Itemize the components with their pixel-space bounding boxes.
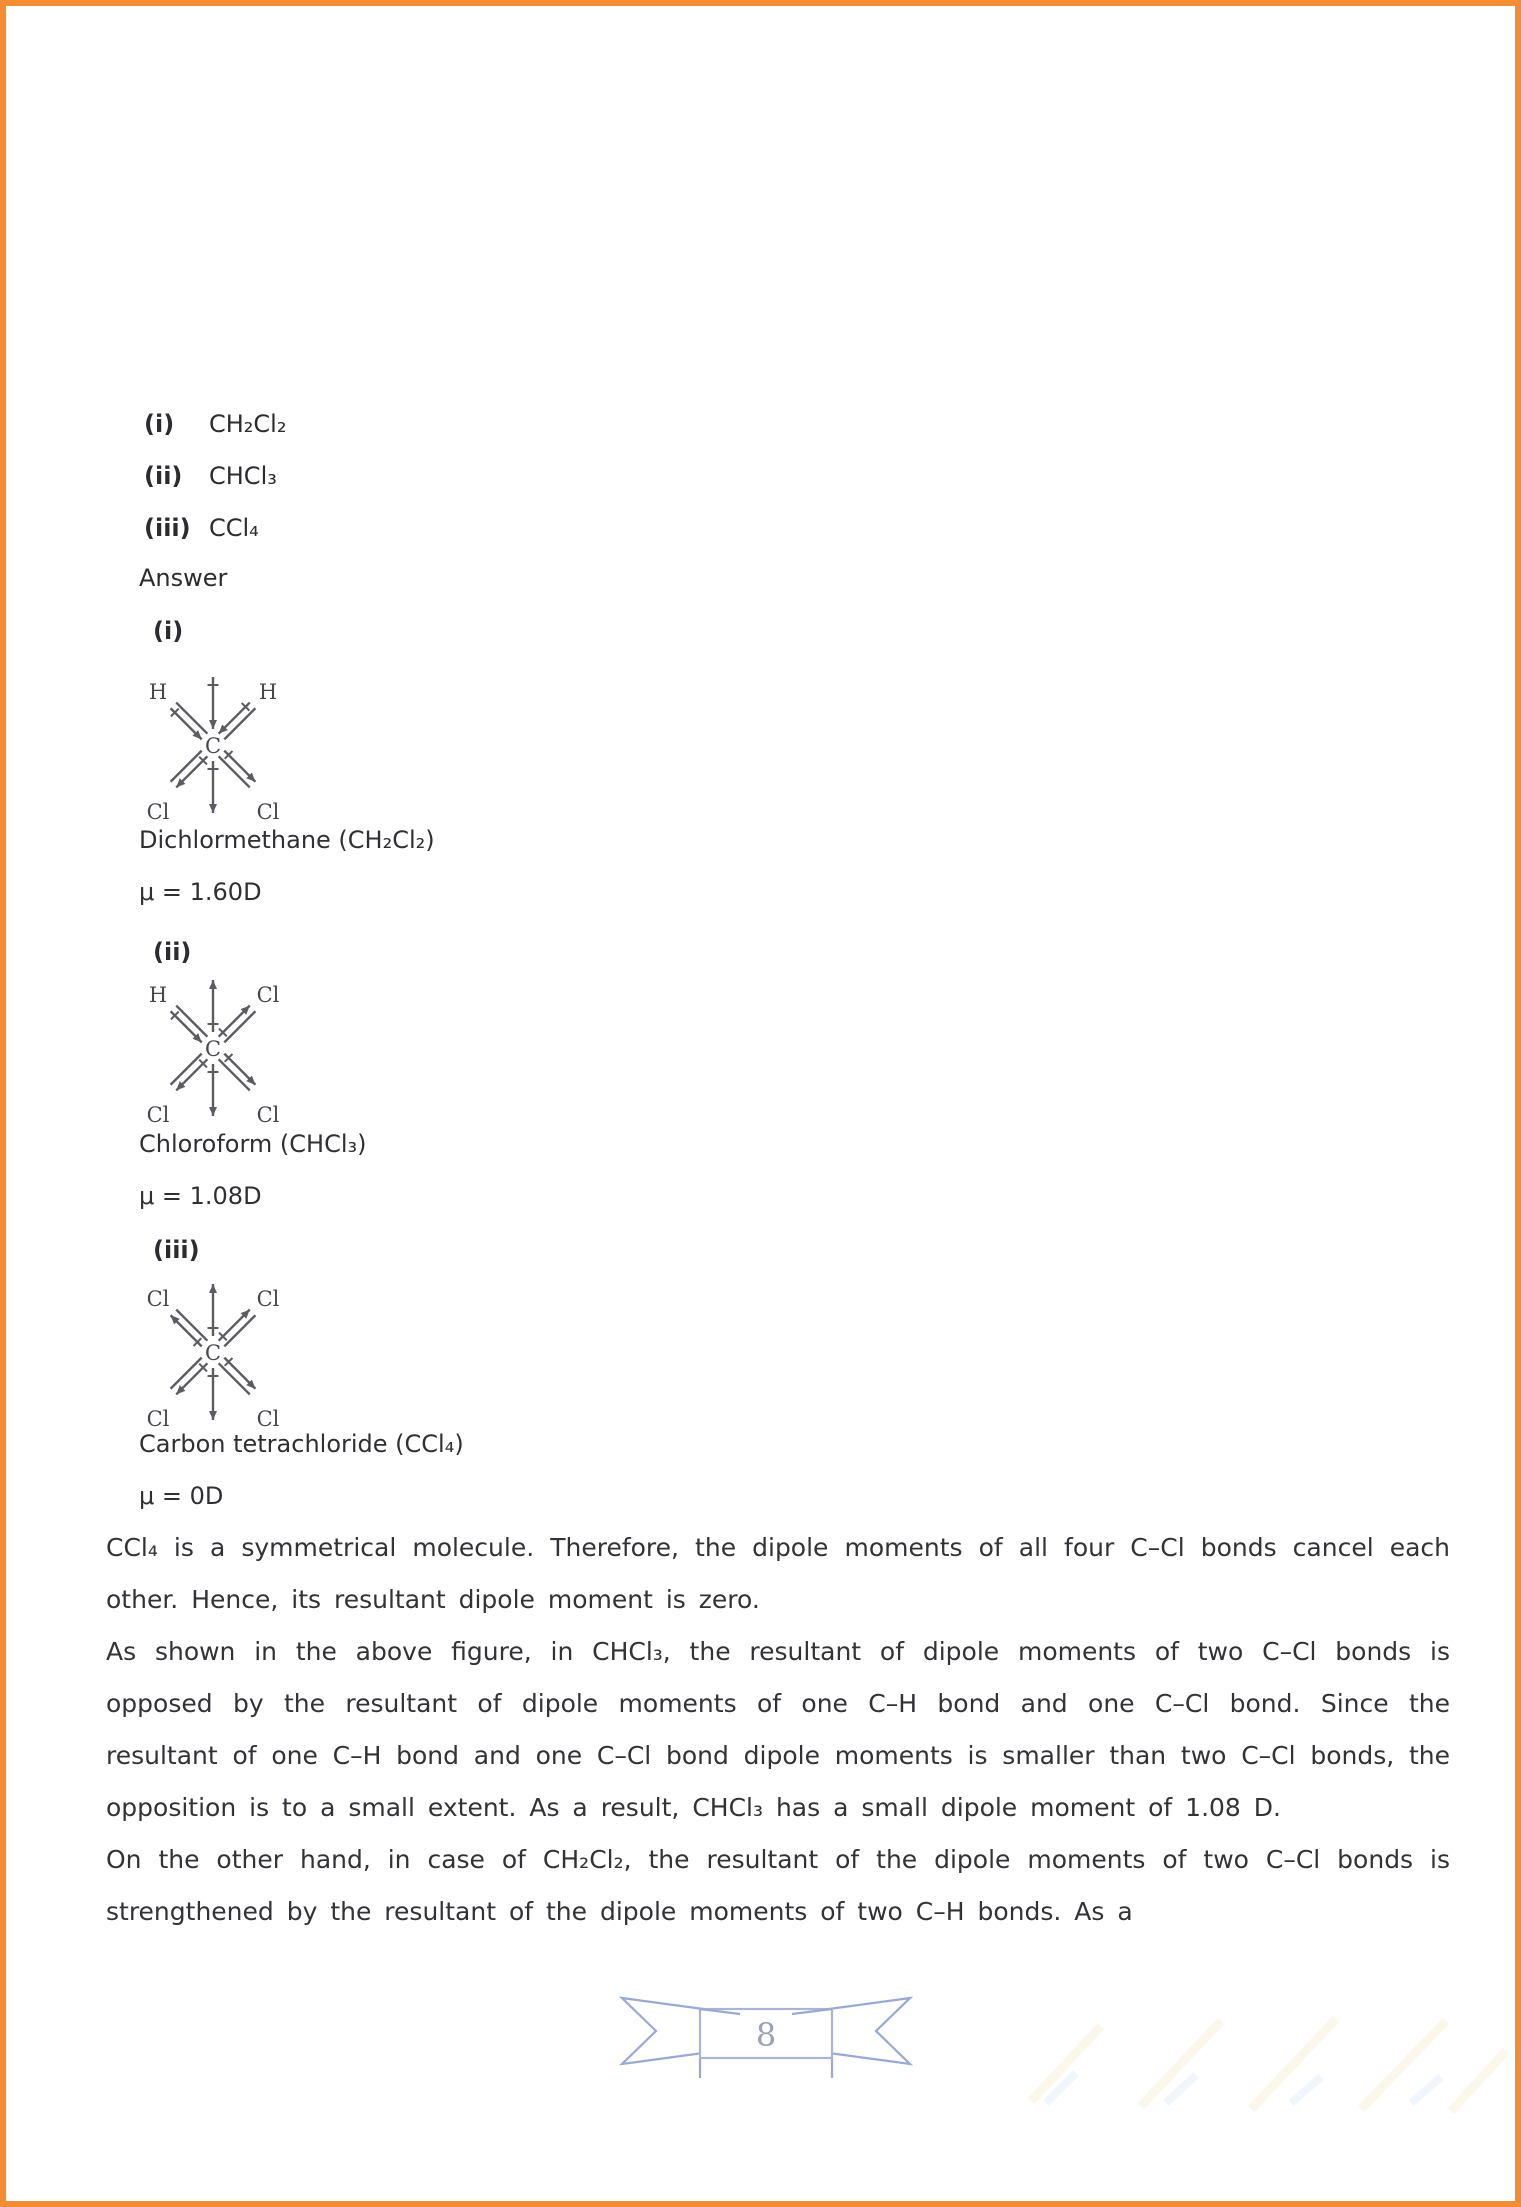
molecule-name: Carbon tetrachloride (CCl₄)	[139, 1430, 464, 1458]
section-marker: (i)	[153, 617, 184, 645]
molecule-diagram-ch2cl2	[143, 669, 283, 821]
svg-text:H: H	[148, 983, 168, 1007]
svg-text:C: C	[204, 1341, 222, 1365]
question-item-formula: CCl₄	[209, 514, 259, 542]
question-item	[144, 450, 277, 502]
molecule-name: Dichlormethane (CH₂Cl₂)	[139, 826, 435, 854]
question-item	[144, 502, 259, 554]
question-item-formula: CH₂Cl₂	[209, 410, 287, 438]
svg-text:Cl: Cl	[256, 1287, 280, 1311]
dipole-moment-value: μ = 1.60D	[139, 878, 262, 906]
svg-text:H: H	[258, 680, 278, 704]
answer-body-text	[106, 1522, 1450, 1938]
svg-text:Cl: Cl	[146, 1407, 170, 1428]
watermark	[991, 1991, 1511, 2121]
svg-text:Cl: Cl	[146, 1287, 170, 1311]
svg-text:Cl: Cl	[146, 1103, 170, 1124]
svg-text:Cl: Cl	[146, 800, 170, 821]
page-number-ribbon	[614, 1992, 918, 2084]
svg-text:C: C	[204, 734, 222, 758]
question-item-marker: (iii)	[144, 514, 191, 542]
section-marker: (iii)	[153, 1236, 200, 1264]
molecule-diagram-chcl3	[143, 972, 283, 1124]
question-item-marker: (i)	[144, 410, 175, 438]
dipole-moment-value: μ = 1.08D	[139, 1182, 262, 1210]
page-number: 8	[755, 2016, 777, 2054]
answer-label: Answer	[139, 564, 228, 592]
molecule-diagram-ccl4	[143, 1276, 283, 1428]
svg-text:C: C	[204, 1037, 222, 1061]
question-item-marker: (ii)	[144, 462, 183, 490]
svg-text:Cl: Cl	[256, 800, 280, 821]
body-paragraph: On the other hand, in case of CH₂Cl₂, the resultant of the dipole moments of two C–Cl bonds is strengthened by the resultant of the dipole moments of two C–H bonds. As a	[106, 1845, 1450, 1926]
dipole-moment-value: μ = 0D	[139, 1482, 224, 1510]
svg-text:Cl: Cl	[256, 1407, 280, 1428]
body-paragraph: CCl₄ is a symmetrical molecule. Therefore, the dipole moments of all four C–Cl bonds cancel each other. Hence, its resultant dipole moment is zero.	[106, 1533, 1450, 1614]
molecule-name: Chloroform (CHCl₃)	[139, 1130, 367, 1158]
question-item-formula: CHCl₃	[209, 462, 277, 490]
section-marker: (ii)	[153, 938, 192, 966]
body-paragraph: As shown in the above figure, in CHCl₃, the resultant of dipole moments of two C–Cl bonds is opposed by the resultant of dipole moments of one C–H bond and one C–Cl bond. Since the resultant of one C–H bond and one C–Cl bond dipole moments is smaller than two C–Cl bonds, the opposition is to a small extent. As a result, CHCl₃ has a small dipole moment of 1.08 D.	[106, 1637, 1450, 1822]
svg-text:H: H	[148, 680, 168, 704]
svg-text:Cl: Cl	[256, 983, 280, 1007]
svg-text:Cl: Cl	[256, 1103, 280, 1124]
question-item	[144, 398, 286, 450]
